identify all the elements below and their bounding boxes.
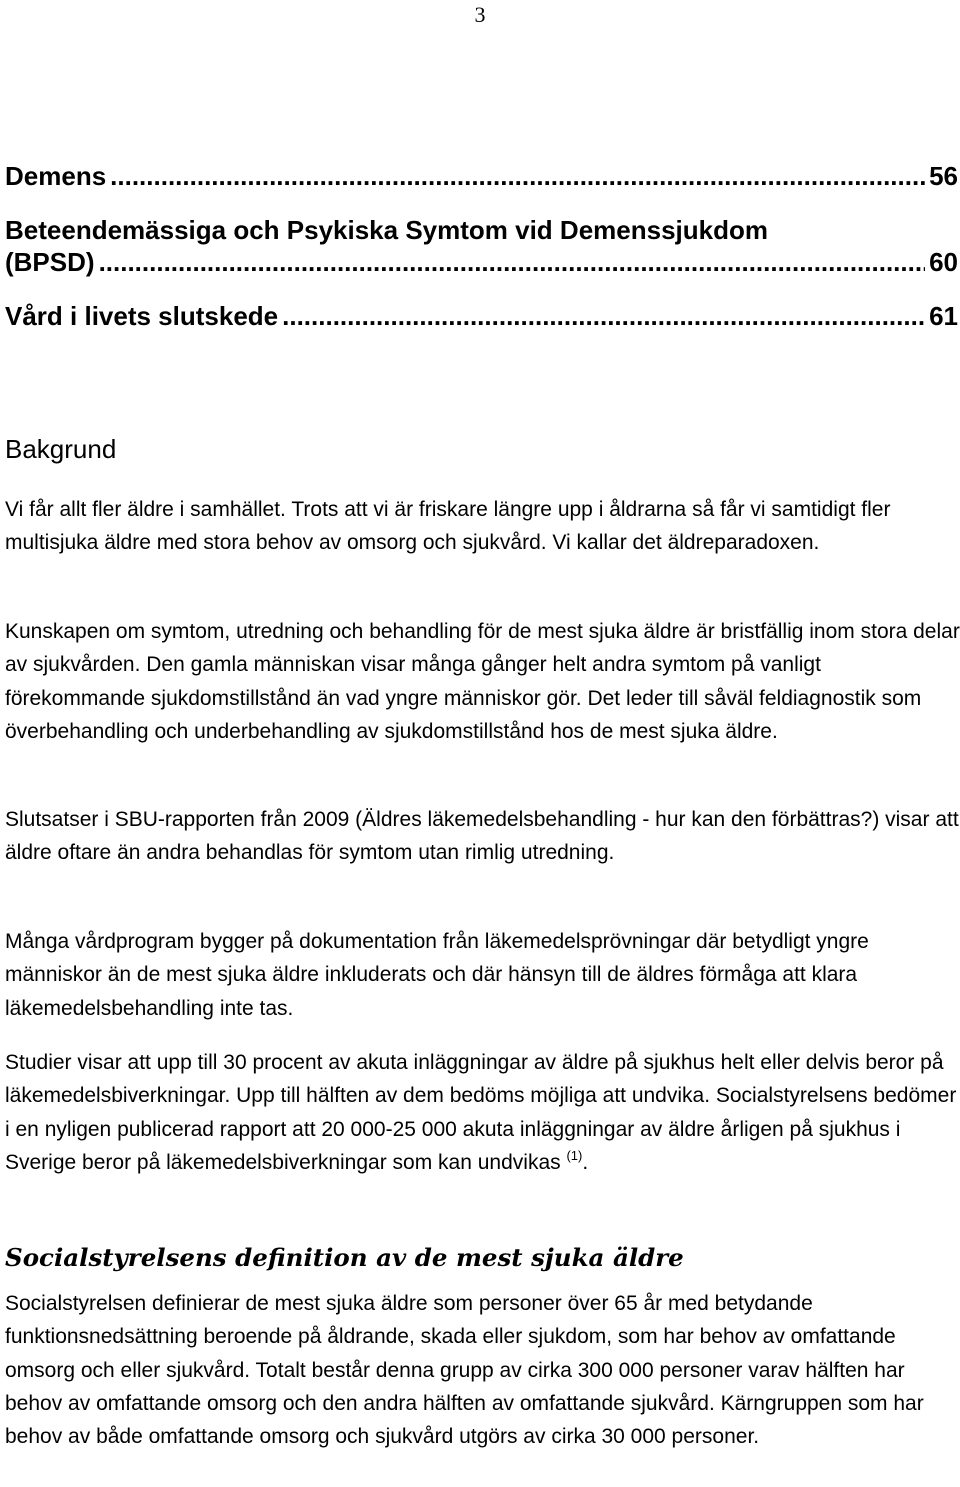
section-heading: Bakgrund: [5, 434, 117, 464]
toc-entry-title: Vård i livets slutskede: [5, 301, 279, 331]
toc-dot-leader: [99, 246, 926, 278]
paragraph-5-end: .: [582, 1150, 589, 1174]
page-number: 3: [474, 2, 486, 27]
paragraph-1: Vi får allt fler äldre i samhället. Trots att vi är friskare längre upp i åldrarna så får vi samtidigt fler multisjuka äldre med stora behov av omsorg och sjukvård. Vi kallar det äldreparadoxen.: [5, 498, 891, 555]
toc-entry-page: 56: [929, 161, 958, 191]
toc-entry-demens[interactable]: [5, 160, 958, 192]
subsection-paragraph: Socialstyrelsen definierar de mest sjuka äldre som personer över 65 år med betydande funktionsnedsättning beroende på åldrande, skada eller sjukdom, som har behov av omfattande omsorg och eller sjukvård. Totalt består denna grupp av cirka 300 000 personer varav hälften har behov av omfattande omsorg och den andra hälften av omfattande sjukvård. Kärngruppen som har behov av både omfattande omsorg och sjukvård utgörs av cirka 30 000 personer.: [5, 1292, 924, 1449]
paragraph-3: Slutsatser i SBU-rapporten från 2009 (Äldres läkemedelsbehandling - hur kan den förbättras?) visar att äldre oftare än andra behandlas för symtom utan rimlig utredning.: [5, 808, 959, 865]
paragraph-5: [5, 1046, 960, 1179]
toc-entry-title: Beteendemässiga och Psykiska Symtom vid Demenssjukdom: [5, 215, 768, 245]
toc-dot-leader: [282, 300, 925, 332]
toc-entry-page: 61: [929, 301, 958, 331]
toc-entry-page: 60: [929, 247, 958, 277]
table-of-contents: [5, 160, 958, 354]
paragraph-5-text: Studier visar att upp till 30 procent av akuta inläggningar av äldre på sjukhus helt eller delvis beror på läkemedelsbiverkningar. Upp till hälften av dem bedöms möjliga att undvika. Socialstyrelsens bedömer i en nyligen publicerad rapport att 20 000-25 000 akuta inläggningar av äldre årligen på sjukhus i Sverige beror på läkemedelsbiverkningar som kan undvikas: [5, 1051, 957, 1174]
footnote-reference[interactable]: (1): [566, 1147, 583, 1163]
toc-entry-title: Demens: [5, 161, 107, 191]
toc-entry-title-continued: (BPSD): [5, 247, 95, 277]
subsection-heading: Socialstyrelsens definition av de mest sjuka äldre: [5, 1243, 684, 1272]
paragraph-2: Kunskapen om symtom, utredning och behandling för de mest sjuka äldre är bristfällig inom stora delar av sjukvården. Den gamla människan visar många gånger helt andra symtom på vanligt förekommande sjukdomstillstånd än vad yngre människor gör. Det leder till såväl feldiagnostik som överbehandling och underbehandling av sjukdomstillstånd hos de mest sjuka äldre.: [5, 620, 960, 743]
toc-entry-bpsd[interactable]: [5, 214, 958, 278]
toc-dot-leader: [110, 160, 925, 192]
toc-entry-vard-i-livets-slutskede[interactable]: [5, 300, 958, 332]
paragraph-4: Många vårdprogram bygger på dokumentation från läkemedelsprövningar där betydligt yngre människor än de mest sjuka äldre inkluderats och där hänsyn till de äldres förmåga att klara läkemedelsbehandling inte tas.: [5, 930, 869, 1020]
